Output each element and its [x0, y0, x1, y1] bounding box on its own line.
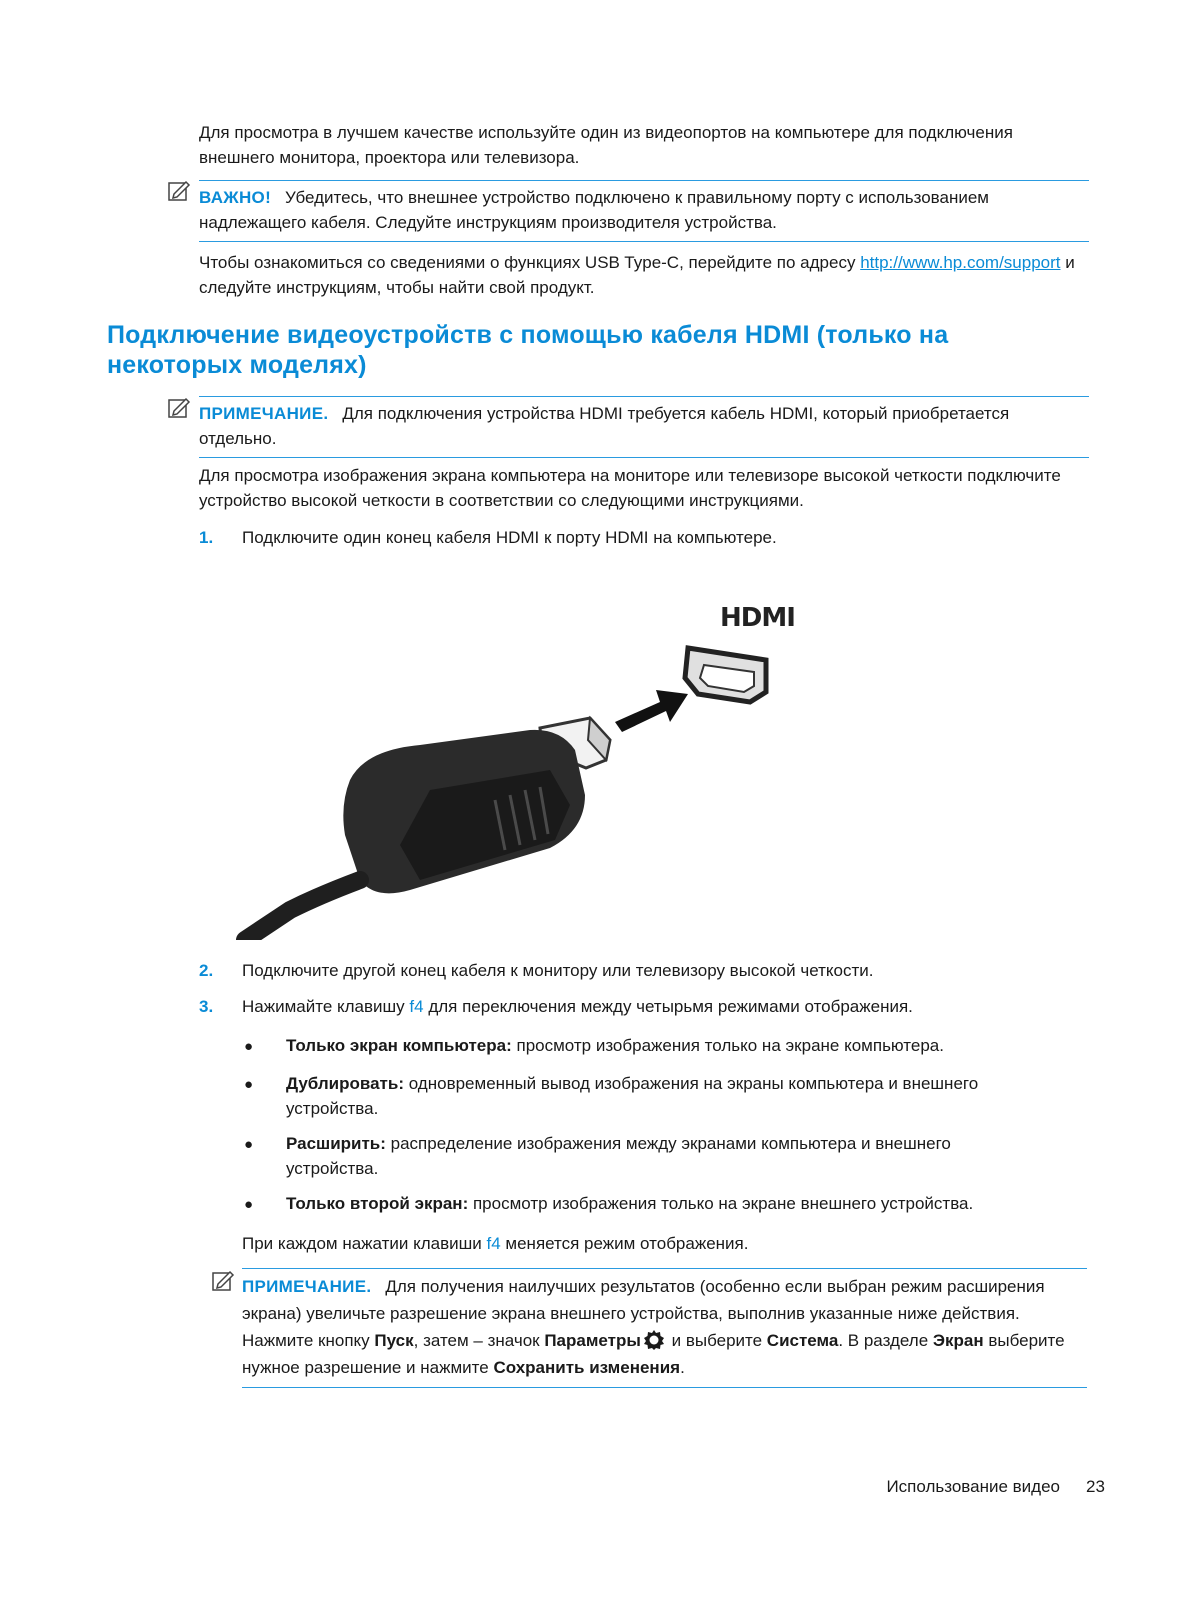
bullet-icon: ● [244, 1076, 254, 1093]
note2-t2: , затем – значок [413, 1331, 545, 1350]
mode-note-before: При каждом нажатии клавиши [242, 1234, 487, 1253]
note-box-1 [199, 396, 1089, 458]
note-icon [168, 397, 192, 419]
note2-t5: выберите нужное разрешение и нажмите [242, 1331, 1065, 1377]
note2-t6: . [680, 1358, 685, 1377]
display-section-name: Экран [932, 1331, 984, 1350]
bullet-item-3 [286, 1131, 1026, 1181]
save-changes-name: Сохранить изменения [493, 1358, 681, 1377]
note-label-1: ПРИМЕЧАНИЕ. [199, 404, 329, 423]
f4-key: f4 [409, 997, 424, 1016]
bullet-text-4: просмотр изображения только на экране внешнего устройства. [468, 1194, 974, 1213]
bullet-term-2: Дублировать: [286, 1074, 404, 1093]
note-box-2 [242, 1268, 1087, 1388]
important-text: Убедитесь, что внешнее устройство подключено к правильному порту с использованием надлежащего кабеля. Следуйте инструкциям производителя устройства. [199, 188, 989, 232]
hdmi-paragraph: Для просмотра изображения экрана компьютера на мониторе или телевизоре высокой четкости подключите устройство высокой четкости в соответствии со следующими инструкциями. [199, 466, 1061, 510]
settings-name: Параметры [544, 1331, 641, 1350]
step-text-1: Подключите один конец кабеля HDMI к порту HDMI на компьютере. [242, 528, 777, 547]
step-number-2: 2. [199, 961, 214, 980]
bullet-term-3: Расширить: [286, 1134, 386, 1153]
usb-text-before: Чтобы ознакомиться со сведениями о функциях USB Type-C, перейдите по адресу [199, 253, 861, 272]
usb-paragraph [199, 250, 1089, 300]
note2-t3: и выберите [666, 1331, 767, 1350]
step-text-2: Подключите другой конец кабеля к монитору или телевизору высокой четкости. [242, 961, 874, 980]
intro-paragraph: Для просмотра в лучшем качестве используйте один из видеопортов на компьютере для подключения внешнего монитора, проектора или телевизора. [199, 123, 1013, 167]
important-label: ВАЖНО! [199, 188, 272, 207]
bullet-item-2 [286, 1071, 1056, 1121]
footer-section-title: Использование видео [886, 1477, 1060, 1496]
gear-icon [643, 1329, 665, 1351]
bullet-icon: ● [244, 1038, 254, 1055]
bullet-text-3: распределение изображения между экранами компьютера и внешнего устройства. [286, 1134, 951, 1178]
important-box [199, 180, 1089, 242]
f4-key: f4 [486, 1234, 501, 1253]
hdmi-connection-illustration [230, 590, 810, 940]
note2-t4: . В разделе [838, 1331, 933, 1350]
usb-text-after: и следуйте инструкциям, чтобы найти свой продукт. [199, 253, 1075, 297]
bullet-term-4: Только второй экран: [286, 1194, 469, 1213]
bullet-term-1: Только экран компьютера: [286, 1036, 512, 1055]
hp-support-link[interactable]: http://www.hp.com/support [860, 253, 1061, 272]
step-text-3 [242, 994, 1092, 1019]
step-number-1: 1. [199, 528, 214, 547]
start-button-name: Пуск [374, 1331, 414, 1350]
system-name: Система [766, 1331, 839, 1350]
arrow-icon [615, 690, 688, 732]
note-text-1: Для подключения устройства HDMI требуется кабель HDMI, который приобретается отдельно. [199, 404, 1010, 448]
mode-change-note [242, 1231, 1092, 1256]
hdmi-plug-icon [245, 718, 610, 940]
bullet-text-1: просмотр изображения только на экране компьютера. [511, 1036, 944, 1055]
step-3-before: Нажимайте клавишу [242, 997, 410, 1016]
bullet-icon: ● [244, 1136, 254, 1153]
note-icon [212, 1270, 236, 1292]
step-number-3: 3. [199, 997, 214, 1016]
mode-note-after: меняется режим отображения. [500, 1234, 749, 1253]
hdmi-port-icon [685, 648, 766, 702]
step-3-after: для переключения между четырьмя режимами отображения. [423, 997, 913, 1016]
bullet-item-1 [286, 1033, 1086, 1058]
important-note-icon [168, 180, 192, 202]
note2-t1: Для получения наилучших результатов (особенно если выбран режим расширения экрана) увеличьте разрешение экрана внешнего устройства, выполнив указанные ниже действия. Нажмите кнопку [242, 1277, 1045, 1350]
hdmi-port-label: HDMI [720, 603, 795, 633]
bullet-icon: ● [244, 1196, 254, 1213]
page-number: 23 [1086, 1477, 1105, 1496]
bullet-text-2: одновременный вывод изображения на экраны компьютера и внешнего устройства. [286, 1074, 979, 1118]
note-label-2: ПРИМЕЧАНИЕ. [242, 1277, 372, 1296]
bullet-item-4 [286, 1191, 1086, 1216]
section-heading: Подключение видеоустройств с помощью кабеля HDMI (только на некоторых моделях) [107, 321, 949, 379]
